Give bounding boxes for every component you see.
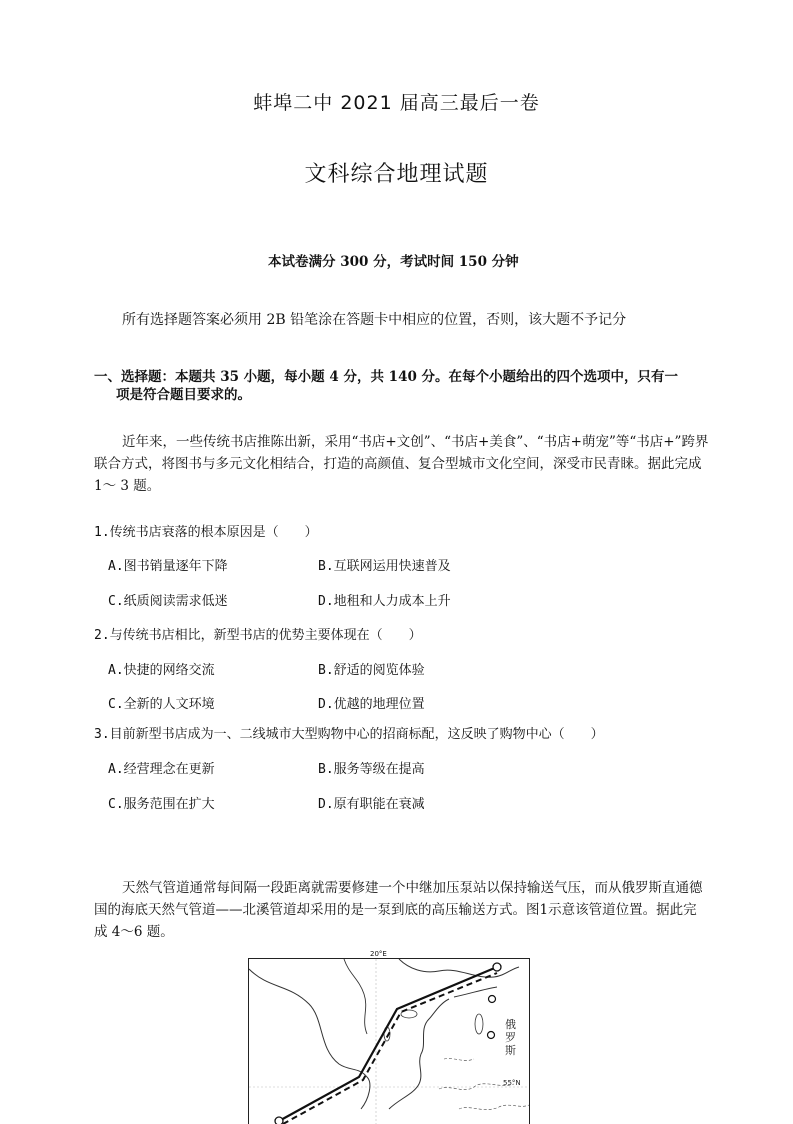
subject-title: 文科综合地理试题 <box>304 162 489 187</box>
map-longitude-caption: 20°E <box>370 950 387 958</box>
question-3-option-d: D.原有职能在衰减 <box>318 797 425 812</box>
passage-nord-stream: 天然气管道通常每间隔一段距离就需要修建一个中继加压泵站以保持输送气压，而从俄罗斯直通德国的海底天然气管道——北溪管道却采用的是一泵到底的高压输送方式。图1示意该管道位置。据此完成 4～6 题。 <box>94 880 703 940</box>
country-label-char-1: 俄 <box>505 1018 516 1031</box>
question-3-stem: 3.目前新型书店成为一、二线城市大型购物中心的招商标配，这反映了购物中心（ ） <box>94 727 604 742</box>
question-1-option-a: A.图书销量逐年下降 <box>108 559 228 574</box>
border-line-3 <box>444 1059 474 1061</box>
section-heading <box>94 368 714 404</box>
section-heading-line2: 项是符合题目要求的。 <box>116 387 251 403</box>
lake-peipus <box>475 1014 483 1034</box>
question-2-option-c: C.全新的人文环境 <box>108 697 215 712</box>
sweden-coast <box>344 959 367 1034</box>
question-2-option-b: B.舒适的阅览体验 <box>318 663 425 678</box>
question-2-option-a: A.快捷的网络交流 <box>108 663 215 678</box>
question-3-option-c: C.服务范围在扩大 <box>108 797 215 812</box>
exam-info: 本试卷满分 300 分，考试时间 150 分钟 <box>268 254 519 270</box>
question-2-stem: 2.与传统书店相比，新型书店的优势主要体现在（ ） <box>94 628 422 643</box>
country-label-char-2: 罗 <box>505 1031 516 1044</box>
question-1-option-c: C.纸质阅读需求低迷 <box>108 594 228 609</box>
pipeline-map <box>248 958 530 1124</box>
question-1-option-d: D.地租和人力成本上升 <box>318 594 451 609</box>
answer-notice: 所有选择题答案必须用 2B 铅笔涂在答题卡中相应的位置，否则，该大题不予记分 <box>122 312 627 328</box>
passage-bookstore: 近年来，一些传统书店推陈出新，采用“书店+文创”、“书店+美食”、“书店+萌宠”等“书店+”跨界联合方式，将图书与多元文化相结合，打造的高颜值、复合型城市文化空间，深受市民青睐。据此完成 1～ 3 题。 <box>94 434 709 494</box>
city-point-1 <box>489 996 496 1003</box>
section-heading-line1: 一、选择题：本题共 35 小题，每小题 4 分，共 140 分。在每个小题给出的四个选项中，只有一 <box>94 369 679 385</box>
country-label-char-3: 斯 <box>505 1044 516 1057</box>
question-1-option-b: B.互联网运用快速普及 <box>318 559 451 574</box>
pipeline-start-point <box>493 963 501 971</box>
latitude-label: 55°N <box>503 1079 521 1087</box>
question-3-option-b: B.服务等级在提高 <box>318 762 425 777</box>
pipeline-map-svg <box>249 959 529 1124</box>
scandinavia-coast <box>249 969 370 1109</box>
question-1-stem: 1.传统书店衰落的根本原因是（ ） <box>94 525 318 540</box>
question-2-option-d: D.优越的地理位置 <box>318 697 425 712</box>
pipeline-route-solid <box>279 967 497 1121</box>
question-3-option-a: A.经营理念在更新 <box>108 762 215 777</box>
city-point-2 <box>488 1032 495 1039</box>
border-line-2 <box>459 1105 529 1110</box>
school-exam-title: 蚌埠二中 2021 届高三最后一卷 <box>253 92 540 114</box>
